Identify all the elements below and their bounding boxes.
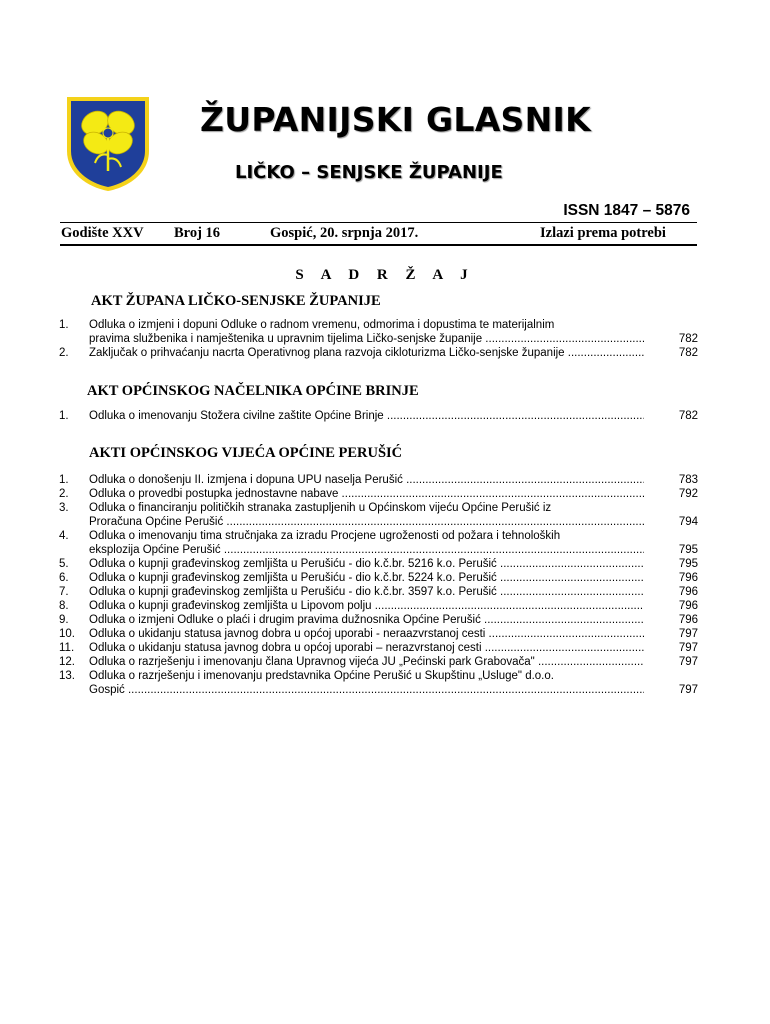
item-number: 1. [59, 410, 69, 422]
item-title-cont: Proračuna Općine Perušić ..... [89, 516, 644, 530]
item-title-cont: pravima službenika i namještenika u upravnim tijelima Ličko-senjske županije ..... [89, 333, 644, 347]
item-number: 1. [59, 319, 69, 331]
item-page: 782 [678, 410, 698, 422]
header-rule-top [60, 222, 697, 223]
frequency-label: Izlazi prema potrebi [540, 225, 666, 241]
item-page: 796 [678, 572, 698, 584]
item-page: 795 [678, 544, 698, 556]
section-title: AKT OPĆINSKOG NAČELNIKA OPĆINE BRINJE [87, 383, 419, 399]
publication-subtitle: LIČKO – SENJSKE ŽUPANIJE [235, 162, 503, 183]
item-title: Odluka o razrješenju i imenovanju člana Upravnog vijeća JU „Pećinski park Grabovača" ..... [89, 656, 644, 670]
item-number: 3. [59, 502, 69, 514]
item-title: Odluka o izmjeni Odluke o plaći i drugim pravima dužnosnika Općine Perušić ..... [89, 614, 644, 628]
item-number: 5. [59, 558, 69, 570]
item-title: Odluka o financiranju političkih stranaka zastupljenih u Općinskom vijeću Općine Perušić iz [89, 502, 552, 514]
item-title: Odluka o kupnji građevinskog zemljišta u Lipovom polju ..... [89, 600, 644, 614]
item-page: 782 [678, 333, 698, 345]
section-title: AKT ŽUPANA LIČKO-SENJSKE ŽUPANIJE [91, 293, 381, 309]
item-number: 9. [59, 614, 69, 626]
item-page: 792 [678, 488, 698, 500]
section-title: AKTI OPĆINSKOG VIJEĆA OPĆINE PERUŠIĆ [89, 445, 403, 461]
item-title: Odluka o imenovanju Stožera civilne zaštite Općine Brinje ..... [89, 410, 644, 424]
item-number: 7. [59, 586, 69, 598]
item-page: 797 [678, 628, 698, 640]
item-title: Odluka o kupnji građevinskog zemljišta u Perušiću - dio k.č.br. 3597 k.o. Perušić ..... [89, 586, 644, 600]
item-title: Odluka o imenovanju tima stručnjaka za izradu Procjene ugroženosti od požara i tehnoloških [89, 530, 561, 542]
place-date: Gospić, 20. srpnja 2017. [270, 225, 419, 241]
item-number: 4. [59, 530, 69, 542]
item-title: Odluka o izmjeni i dopuni Odluke o radnom vremenu, odmorima i dopustima te materijalnim [89, 319, 555, 331]
item-page: 796 [678, 614, 698, 626]
item-title: Odluka o kupnji građevinskog zemljišta u Perušiću - dio k.č.br. 5224 k.o. Perušić ..... [89, 572, 644, 586]
item-page: 783 [678, 474, 698, 486]
item-page: 797 [678, 684, 698, 696]
coat-of-arms-icon [63, 93, 153, 193]
header-rule-bottom [60, 244, 697, 246]
item-number: 2. [59, 488, 69, 500]
item-title: Odluka o ukidanju statusa javnog dobra u općoj uporabi - neraazvrstanoj cesti ..... [89, 628, 644, 642]
year-label: Godište XXV [61, 225, 144, 241]
issue-label: Broj 16 [174, 225, 221, 241]
item-page: 794 [678, 516, 698, 528]
item-number: 8. [59, 600, 69, 612]
contents-heading: S A D R Ž A J [295, 267, 475, 283]
publication-title: ŽUPANIJSKI GLASNIK [200, 100, 591, 139]
item-title: Zaključak o prihvaćanju nacrta Operativnog plana razvoja cikloturizma Ličko-senjske županije ..... [89, 347, 644, 361]
item-page: 795 [678, 558, 698, 570]
item-title-cont: eksplozija Općine Perušić ..... [89, 544, 644, 558]
item-page: 796 [678, 586, 698, 598]
item-number: 12. [59, 656, 75, 668]
item-number: 2. [59, 347, 69, 359]
item-page: 796 [678, 600, 698, 612]
item-title: Odluka o kupnji građevinskog zemljišta u Perušiću - dio k.č.br. 5216 k.o. Perušić ..... [89, 558, 644, 572]
item-number: 10. [59, 628, 75, 640]
item-title: Odluka o razrješenju i imenovanju predstavnika Općine Perušić u Skupštinu „Usluge" d.o.o. [89, 670, 554, 682]
item-number: 6. [59, 572, 69, 584]
item-page: 797 [678, 642, 698, 654]
item-title: Odluka o provedbi postupka jednostavne nabave ..... [89, 488, 644, 502]
item-number: 1. [59, 474, 69, 486]
item-page: 797 [678, 656, 698, 668]
item-number: 11. [59, 642, 75, 654]
item-title-cont: Gospić ..... [89, 684, 644, 698]
item-number: 13. [59, 670, 75, 682]
item-title: Odluka o ukidanju statusa javnog dobra u općoj uporabi – nerazvrstanoj cesti ..... [89, 642, 644, 656]
issn-number: ISSN 1847 – 5876 [563, 202, 690, 219]
item-page: 782 [678, 347, 698, 359]
item-title: Odluka o donošenju II. izmjena i dopuna UPU naselja Perušić ..... [89, 474, 644, 488]
